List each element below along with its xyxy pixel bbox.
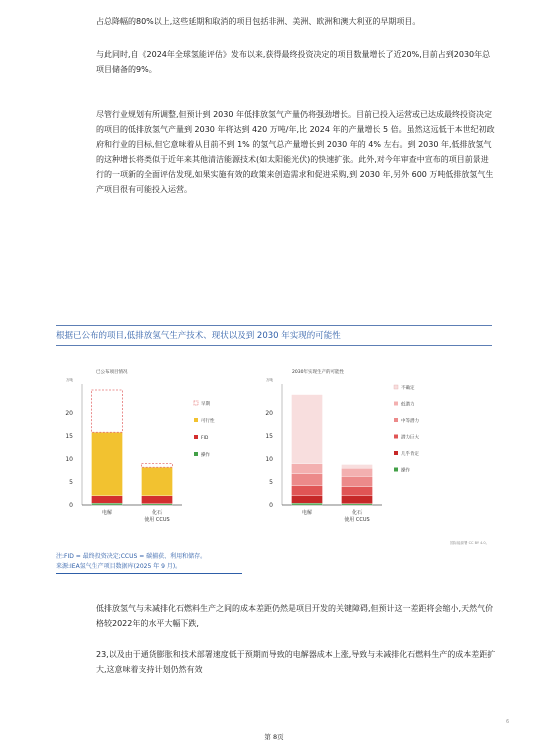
chart-1-legend-label-4: 几乎肯定 [401,452,419,457]
chart-1-y-tick-2: 10 [265,456,273,463]
chart-0-category-0-0: 电解 [101,510,113,516]
chart-0-bar-1-1 [142,496,173,504]
chart-1-bar-1-5 [342,465,373,469]
figure-title-rule [56,345,492,346]
chart-0-legend-label-2: FID [201,436,209,441]
figure-top-rule [56,325,492,326]
chart-0-y-tick-4: 20 [65,410,73,417]
chart-0-legend-label-1: 可行性 [201,419,215,424]
figure-source: 来源:IEA氢气生产项目数据库(2025 年 9 月)。 [56,563,182,570]
chart-1-legend-swatch-3 [394,435,398,439]
chart-1-legend-label-1: 低潜力 [401,402,415,408]
chart-1-legend-label-3: 潜力巨大 [401,435,419,441]
chart-1-legend-label-2: 中等潜力 [401,419,419,424]
chart-1-y-tick-1: 5 [269,479,273,486]
paragraph-5: 23,以及由于通货膨胀和技术部署速度低于预期而导致的电解器成本上涨,导致与未减排化石燃料生产的成本差距扩大,这意味着支持计划仍然有效 [96,650,496,674]
chart-0-bar-1-3 [142,464,173,468]
chart-left [54,375,244,530]
chart-1-unit: 万吨 [266,378,273,382]
chart-1-category-1-0: 化石 [351,510,363,516]
chart-1-bar-1-4 [342,468,373,476]
chart-0-y-tick-0: 0 [69,502,73,509]
figure-credit: 国际能源署 CC BY 4.0。 [450,541,490,545]
chart-0-legend-swatch-0 [194,401,198,405]
source-underline [56,573,242,574]
chart-1-legend-swatch-1 [394,402,398,406]
chart-0-legend-swatch-2 [194,435,198,439]
chart-1-bar-0-3 [292,474,323,486]
chart-0-bar-0-0 [92,503,123,505]
chart-1-bar-1-3 [342,476,373,486]
chart-1-legend-swatch-4 [394,451,398,455]
chart-0-legend-label-0: 早期 [201,402,210,407]
chart-1-bar-0-0 [292,503,323,505]
chart-1-bar-0-4 [292,464,323,474]
chart-1-y-tick-3: 15 [265,433,273,440]
chart-1-legend-label-5: 操作 [401,468,410,474]
chart-1-category-1-1: 使用 CCUS [344,517,370,523]
chart-0-category-1-0: 化石 [151,510,163,516]
chart-0-legend-swatch-1 [194,418,198,422]
chart-1-bar-1-1 [342,496,373,504]
chart-1-bar-1-0 [342,504,373,505]
chart-1-y-tick-4: 20 [265,410,273,417]
chart-1-bar-0-2 [292,486,323,496]
chart-0-bar-1-2 [142,467,173,496]
figure-note: 注:FID = 最终投资决定;CCUS = 碳捕获、利用和储存。 [56,553,207,560]
chart-0-category-1-1: 使用 CCUS [144,517,170,523]
chart-0-y-tick-3: 15 [65,433,73,440]
chart-0-bar-0-2 [92,432,123,495]
paragraph-3: 尽管行业规划有所调整,但预计到 2030 年低排放氢气产量仍将强劲增长。目前已投入运营或已达成最终投资决定的项目的低排放氢气产量到 2030 年将达到 420 万吨/年,比 2024 年的产量增长 5 倍。虽然这远低于本世纪初政府和行业的目标,但它意味着从目前不到 1% 的氢气总产量增长到 2030 年的 4% 左右。到 2030 年,低排放氢气的这种增长将类似于近年来其他清洁能源技术(如太阳能光伏)的快速扩张。此外,对今年审查中宣布的项目前景进行的一项新的全面评估发现,如果实施有效的政策来创造需求和促进采购,到 2030 年,另外 600 万吨低排放氢气生产项目很有可能投入运营。 [96,110,495,194]
chart-right [254,375,484,530]
chart-0-bar-1-0 [142,504,173,505]
paragraph-4: 低排放氢气与未减排化石燃料生产之间的成本差距仍然是项目开发的关键障碍,但预计这一差距将会缩小,天然气价格较2022年的水平大幅下跌, [96,604,494,628]
chart-1-bar-0-1 [292,496,323,503]
chart-0-unit: 万吨 [66,378,73,382]
paragraph-1: 占总降幅的80%以上,这些延期和取消的项目包括非洲、美洲、欧洲和澳大利亚的早期项目。 [96,17,421,26]
paragraph-2: 与此同时,自《2024年全球氢能评估》发布以来,获得最终投资决定的项目数量增长了近20%,目前占到2030年总项目储备的9%。 [96,50,491,74]
chart-0-y-tick-2: 10 [65,456,73,463]
chart-0-bar-0-3 [92,390,123,432]
chart-0-y-tick-1: 5 [69,479,73,486]
chart-0-legend-swatch-3 [194,452,198,456]
chart-right-title: 2030年实现生产的可能性 [292,370,344,375]
corner-mark: 6 [506,719,510,725]
chart-0-legend-label-3: 操作 [201,453,210,458]
chart-1-bar-0-5 [292,395,323,464]
chart-left-title: 已公布项目情况 [96,370,128,375]
chart-1-bar-1-2 [342,487,373,496]
page-number: 第 8页 [264,733,284,741]
chart-1-y-tick-0: 0 [269,502,273,509]
chart-1-legend-swatch-5 [394,468,398,472]
chart-1-category-0-0: 电解 [301,510,313,516]
chart-1-legend-label-0: 不确定 [401,386,415,391]
chart-1-legend-swatch-0 [394,385,398,389]
figure-title: 根据已公布的项目,低排放氢气生产技术、现状以及到 2030 年实现的可能性 [56,331,341,341]
chart-0-bar-0-1 [92,496,123,503]
chart-1-legend-swatch-2 [394,418,398,422]
